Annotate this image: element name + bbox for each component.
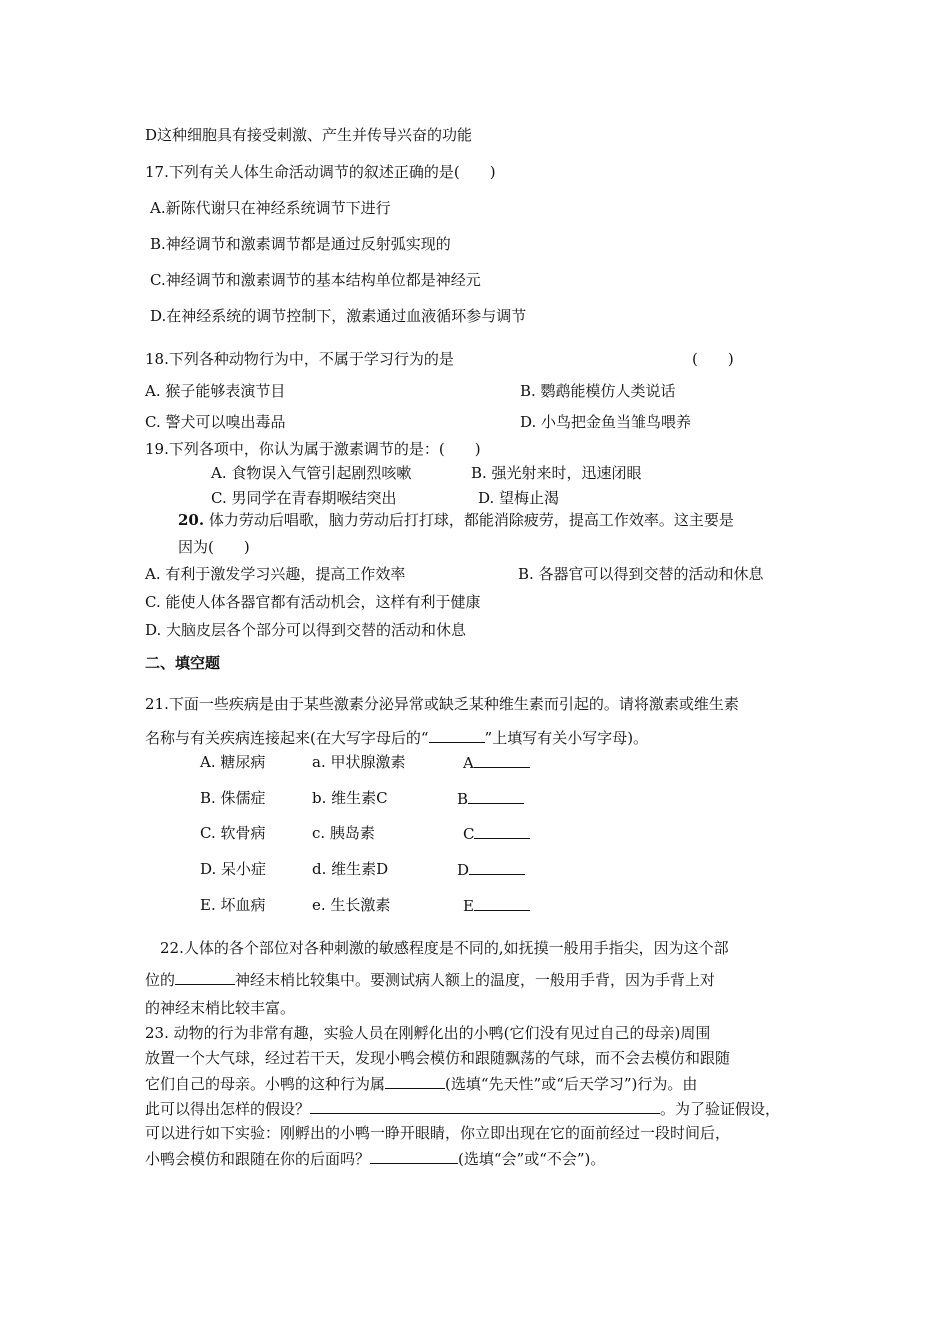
q21-answer-e: E [463,895,530,916]
q21-hormone-d: d. 维生素D [312,860,389,878]
q18-option-c: C. 警犬可以嗅出毒品 [145,413,286,431]
q17-option-d: D.在神经系统的调节控制下，激素通过血液循环参与调节 [150,307,527,325]
q23-line3: 它们自己的母亲。小鸭的这种行为属 (选填“先天性”或“后天学习”)行为。由 [145,1075,698,1093]
q21-disease-b: B. 侏儒症 [200,789,266,807]
q23-behavior-blank[interactable] [385,1073,445,1089]
section-title-fill-in: 二、填空题 [145,654,221,672]
q21-hormone-a: a. 甲状腺激素 [312,753,406,771]
q20-option-b: B. 各器官可以得到交替的活动和休息 [518,565,764,583]
q21-hormone-c: c. 胰岛素 [312,824,375,842]
q21-disease-d: D. 呆小症 [200,860,267,878]
q20-option-a: A. 有利于激发学习兴趣，提高工作效率 [145,565,406,583]
q22-line1: 22.人体的各个部位对各种刺激的敏感程度是不同的,如抚摸一般用手指尖，因为这个部 [160,939,729,957]
q20-option-d: D. 大脑皮层各个部分可以得到交替的活动和休息 [145,621,467,639]
q19-option-c: C. 男同学在青春期喉结突出 [211,489,397,507]
q21-answer-b-blank[interactable] [468,788,524,804]
q23-line6: 小鸭会模仿和跟随在你的后面吗？ (选填“会”或“不会”)。 [145,1150,606,1168]
q18-answer-paren: ( ) [692,350,734,368]
q21-hormone-b: b. 维生素C [312,789,388,807]
q23-line1: 23. 动物的行为非常有趣，实验人员在刚孵化出的小鸭(它们没有见过自己的母亲)周围 [145,1024,711,1042]
q23-hypothesis-blank[interactable] [310,1098,660,1114]
q19-option-b: B. 强光射来时，迅速闭眼 [471,464,642,482]
q22-blank[interactable] [175,969,235,985]
q19-option-d: D. 望梅止渴 [478,489,560,507]
q21-answer-d-blank[interactable] [469,859,525,875]
q19-stem: 19.下列各项中，你认为属于激素调节的是：( ) [145,440,481,458]
q22-line2: 位的 神经末梢比较集中。要测试病人额上的温度，一般用手背，因为手背上对 [145,971,716,989]
q21-disease-c: C. 软骨病 [200,824,266,842]
q22-line3: 的神经末梢比较丰富。 [145,999,296,1017]
q20-number: 20. [178,511,205,529]
q17-option-c: C.神经调节和激素调节的基本结构单位都是神经元 [150,271,481,289]
q20-option-c: C. 能使人体各器官都有活动机会，这样有利于健康 [145,593,481,611]
q18-option-d: D. 小鸟把金鱼当雏鸟喂养 [520,413,692,431]
q17-stem: 17.下列有关人体生命活动调节的叙述正确的是( ) [145,163,496,181]
q18-option-b: B. 鹦鹉能模仿人类说话 [520,382,676,400]
q21-answer-a-blank[interactable] [474,752,530,768]
q21-disease-e: E. 坏血病 [200,896,266,914]
q20-stem-line2: 因为( ) [178,538,250,556]
q21-answer-b: B [457,788,524,809]
q21-answer-a: A [463,752,530,773]
q21-answer-c-blank[interactable] [474,823,530,839]
q18-option-a: A. 猴子能够表演节目 [145,382,286,400]
q21-example-blank [429,727,485,743]
q23-result-blank[interactable] [370,1148,458,1164]
q21-hormone-e: e. 生长激素 [312,896,391,914]
q17-option-b: B.神经调节和激素调节都是通过反射弧实现的 [150,235,451,253]
q21-answer-c: C [463,823,530,844]
q18-stem: 18.下列各种动物行为中，不属于学习行为的是 [145,350,454,368]
q21-disease-a: A. 糖尿病 [200,753,266,771]
q21-stem-line1: 21.下面一些疾病是由于某些激素分泌异常或缺乏某种维生素而引起的。请将激素或维生素 [145,695,739,713]
q21-answer-e-blank[interactable] [474,895,530,911]
q23-line5: 可以进行如下实验：刚孵出的小鸭一睁开眼睛，你立即出现在它的面前经过一段时间后， [145,1124,731,1142]
q23-line4: 此可以得出怎样的假设？ 。为了验证假设， [145,1100,781,1118]
q16-option-d: D这种细胞具有接受刺激、产生并传导兴奋的功能 [145,126,473,144]
q21-stem-line2: 名称与有关疾病连接起来(在大写字母后的“ ”上填写有关小写字母)。 [145,729,649,747]
q23-line2: 放置一个大气球，经过若干天，发现小鸭会模仿和跟随飘荡的气球，而不会去模仿和跟随 [145,1049,731,1067]
q17-option-a: A.新陈代谢只在神经系统调节下进行 [150,199,391,217]
q19-option-a: A. 食物误入气管引起剧烈咳嗽 [211,464,412,482]
q20-stem-line1: 20. 体力劳动后唱歌，脑力劳动后打打球，都能消除疲劳，提高工作效率。这主要是 [178,511,734,529]
q21-answer-d: D [457,859,525,880]
